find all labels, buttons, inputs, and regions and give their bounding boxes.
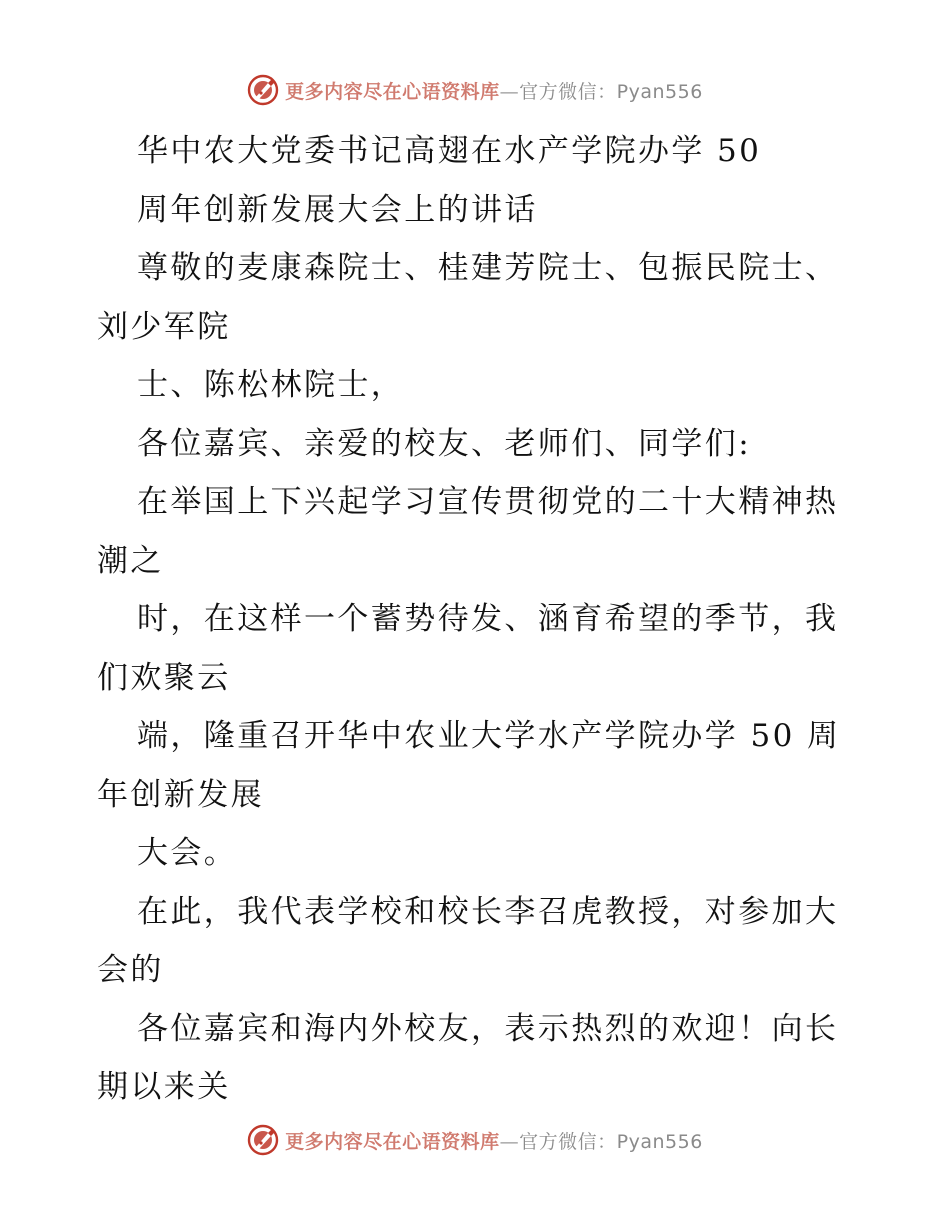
doc-line: 时，在这样一个蓄势待发、涵育希望的季节，我: [137, 601, 839, 637]
footer-watermark: [0, 1120, 950, 1160]
doc-line: 在举国上下兴起学习宣传贯彻党的二十大精神热: [137, 484, 839, 520]
doc-line: 各位嘉宾和海内外校友，表示热烈的欢迎！向长: [137, 1010, 839, 1047]
watermark-wechat: 官方微信：Pyan556: [519, 80, 703, 103]
pen-nib-logo-icon: [247, 74, 279, 106]
watermark-text: [285, 1127, 703, 1154]
doc-line: 潮之: [97, 542, 164, 579]
doc-line: 尊敬的麦康森院士、桂建芳院士、包振民院士、: [137, 250, 839, 286]
doc-line: 各位嘉宾、亲爱的校友、老师们、同学们:: [137, 425, 752, 462]
doc-line: 刘少军院: [97, 308, 231, 345]
doc-line: 士、陈松林院士，: [137, 367, 405, 403]
watermark-wechat: 官方微信：Pyan556: [519, 1130, 703, 1153]
doc-line: 华中农大党委书记高翅在水产学院办学 50: [137, 133, 762, 169]
watermark-dash: —: [499, 80, 520, 103]
doc-line: 大会。: [137, 835, 238, 871]
watermark-main: 更多内容尽在心语资料库: [285, 1130, 500, 1153]
doc-line: 在此，我代表学校和校长李召虎教授，对参加大: [137, 893, 839, 930]
watermark-text: [285, 77, 703, 104]
doc-line: 会的: [97, 952, 164, 988]
document-body: [97, 122, 857, 1117]
watermark-dash: —: [499, 1130, 520, 1153]
doc-line: 们欢聚云: [97, 659, 231, 696]
doc-line: 期以来关: [97, 1069, 231, 1105]
doc-line: 端，隆重召开华中农业大学水产学院办学 50 周: [137, 718, 841, 754]
doc-line: 周年创新发展大会上的讲话: [137, 191, 538, 228]
watermark-main: 更多内容尽在心语资料库: [285, 80, 500, 103]
header-watermark: [0, 70, 950, 110]
doc-line: 年创新发展: [97, 776, 264, 813]
pen-nib-logo-icon: [247, 1124, 279, 1156]
